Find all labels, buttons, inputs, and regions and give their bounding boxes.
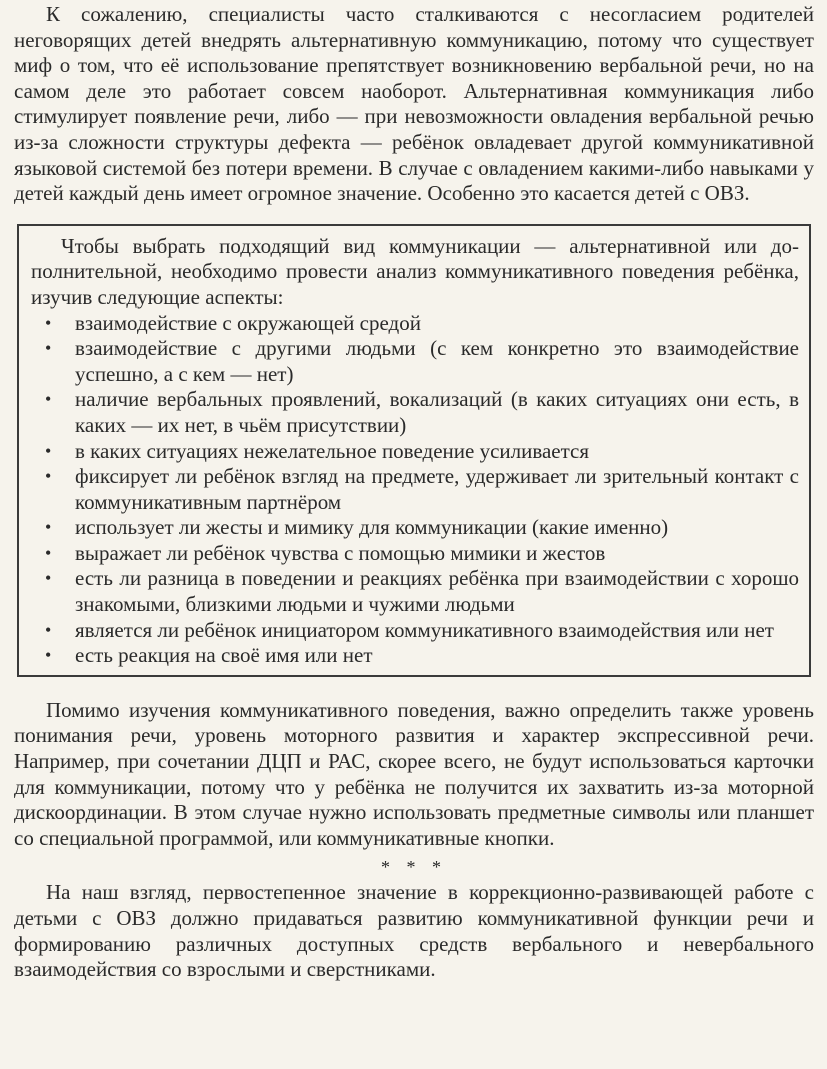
list-item: • выражает ли ребёнок чувства с помощью мимики и жестов (45, 540, 606, 565)
list-item: • наличие вербальных проявлений, вокализаций (в каких ситуациях они есть, в каких — их нет, в чьём присутствии) (45, 387, 799, 437)
section-separator: * * * (381, 857, 447, 878)
bullet-icon: • (45, 568, 52, 589)
paragraph-behavior: Помимо изучения коммуникативного поведения, важно определить также уровень понимания речи, уровень моторного развития и характер экспрессивной речи. Например, при сочетании ДЦП и РАС, скорее всего, не будут использоваться карточки для коммуникации, потому что у ребёнка не получится их захватить из-за моторной дискоординации. В этом случае нужно использовать предметные символы или планшет со специальной программой, или коммуникативные кнопки. (14, 697, 814, 850)
aspects-box (17, 224, 811, 677)
box-intro: Чтобы выбрать подходящий вид коммуникации — альтернативной или дополнительной, необходимо провести анализ коммуникативного поведения ребёнка, изучив следующие аспекты: (31, 233, 799, 309)
bullet-icon: • (45, 466, 52, 487)
list-item: • есть ли разница в поведении и реакциях ребёнка при взаимодействии с хорошо знакомыми, близкими людьми и чужими людьми (45, 566, 799, 617)
bullet-icon: • (45, 619, 52, 640)
list-item: • есть реакция на своё имя или нет (45, 643, 373, 668)
bullet-icon: • (45, 542, 52, 563)
list-item: • взаимодействие с окружающей средой (45, 310, 421, 335)
paragraph-conclusion: На наш взгляд, первостепенное значение в коррекционно-развивающей работе с детьми с ОВЗ должно придаваться развитию коммуникативной функции речи и формированию различных доступных средств вербального и невербального взаимодействия со взрослыми и сверстниками. (14, 880, 814, 982)
bullet-icon: • (45, 338, 52, 359)
page-content (14, 2, 814, 983)
list-item: • взаимодействие с другими людьми (с кем конкретно это взаимодействие успешно, а с кем — нет) (45, 336, 799, 386)
list-item: • в каких ситуациях нежелательное поведение усиливается (45, 438, 590, 463)
list-item: • фиксирует ли ребёнок взгляд на предмете, удерживает ли зрительный контакт с коммуникативным партнёром (45, 464, 799, 514)
bullet-icon: • (45, 440, 52, 461)
list-item: • использует ли жесты и мимику для коммуникации (какие именно) (45, 515, 669, 540)
paragraph-intro: К сожалению, специалисты часто сталкиваются с несогласием родителей неговорящих детей внедрять альтернативную коммуникацию, потому что существует миф о том, что её использование препятствует возникновению вербальной речи, но на самом деле это работает совсем наоборот. Альтернативная коммуникация либо стимулирует появление речи, либо — при невозможности овладения вербальной речью из-за сложности структуры дефекта — ребёнок овладевает другой коммуникативной языковой системой без потери времени. В случае с овладением какими-либо навыками у детей каждый день имеет огромное значение. Особенно это касается детей с ОВЗ. (14, 2, 814, 206)
bullet-icon: • (45, 312, 52, 333)
list-item: • является ли ребёнок инициатором коммуникативного взаимодействия или нет (45, 617, 774, 642)
bullet-icon: • (45, 517, 52, 538)
bullet-icon: • (45, 389, 52, 410)
bullet-icon: • (45, 645, 52, 666)
aspects-list (31, 311, 799, 669)
